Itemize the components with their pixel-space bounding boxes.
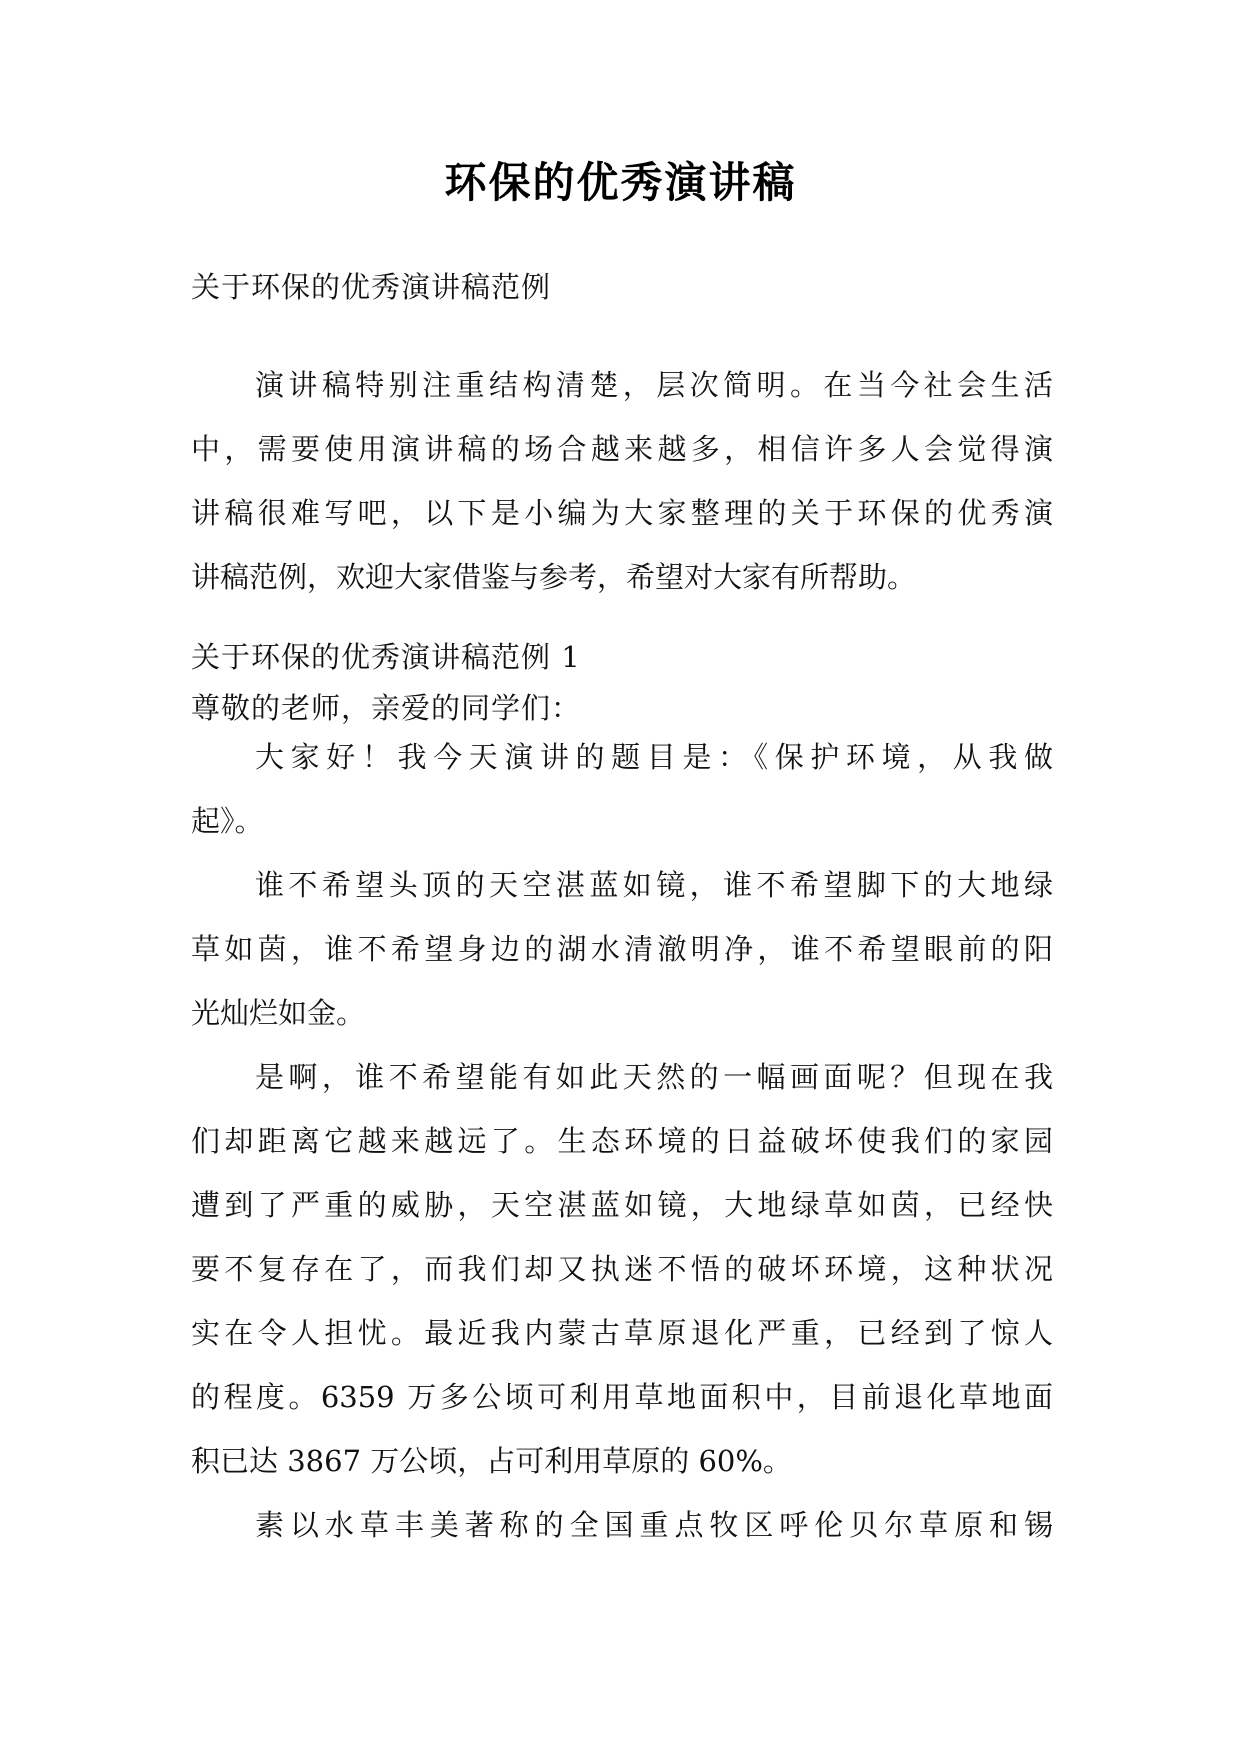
paragraph-line: 是啊，谁不希望能有如此天然的一幅画面呢？但现在我	[255, 1060, 1053, 1094]
document-title: 环保的优秀演讲稿	[444, 158, 797, 207]
paragraph-line: 的程度。6359 万多公顷可利用草地面积中，目前退化草地面	[191, 1380, 1053, 1414]
paragraph-line: 实在令人担忧。最近我内蒙古草原退化严重，已经到了惊人	[191, 1316, 1053, 1350]
intro-line: 演讲稿特别注重结构清楚，层次简明。在当今社会生活	[255, 368, 1053, 402]
subtitle: 关于环保的优秀演讲稿范例	[191, 270, 552, 304]
section-heading: 关于环保的优秀演讲稿范例 1	[191, 640, 581, 674]
paragraph-line: 草如茵，谁不希望身边的湖水清澈明净，谁不希望眼前的阳	[191, 932, 1053, 966]
paragraph-line: 要不复存在了，而我们却又执迷不悟的破坏环境，这种状况	[191, 1252, 1053, 1286]
intro-paragraph	[191, 353, 1053, 609]
intro-line: 中，需要使用演讲稿的场合越来越多，相信许多人会觉得演	[191, 432, 1053, 466]
intro-line: 讲稿很难写吧，以下是小编为大家整理的关于环保的优秀演	[191, 496, 1053, 530]
paragraph-line: 们却距离它越来越远了。生态环境的日益破坏使我们的家园	[191, 1124, 1053, 1158]
paragraph-line: 素以水草丰美著称的全国重点牧区呼伦贝尔草原和锡	[255, 1508, 1053, 1542]
paragraph-line: 光灿烂如金。	[191, 996, 366, 1030]
paragraph-line: 遭到了严重的威胁，天空湛蓝如镜，大地绿草如茵，已经快	[191, 1188, 1053, 1222]
paragraph-line: 谁不希望头顶的天空湛蓝如镜，谁不希望脚下的大地绿	[255, 868, 1053, 902]
paragraph-grassland	[191, 1493, 1053, 1557]
paragraph-environment	[191, 1045, 1053, 1493]
paragraph-line: 大家好！我今天演讲的题目是：《保护环境，从我做	[255, 740, 1053, 774]
paragraph-line: 积已达 3867 万公顷，占可利用草原的 60%。	[191, 1444, 792, 1478]
intro-line: 讲稿范例，欢迎大家借鉴与参考，希望对大家有所帮助。	[191, 560, 917, 594]
paragraph-wish	[191, 853, 1053, 1045]
salutation: 尊敬的老师，亲爱的同学们：	[191, 691, 582, 725]
paragraph-greeting	[191, 725, 1053, 853]
paragraph-line: 起》。	[191, 804, 264, 838]
